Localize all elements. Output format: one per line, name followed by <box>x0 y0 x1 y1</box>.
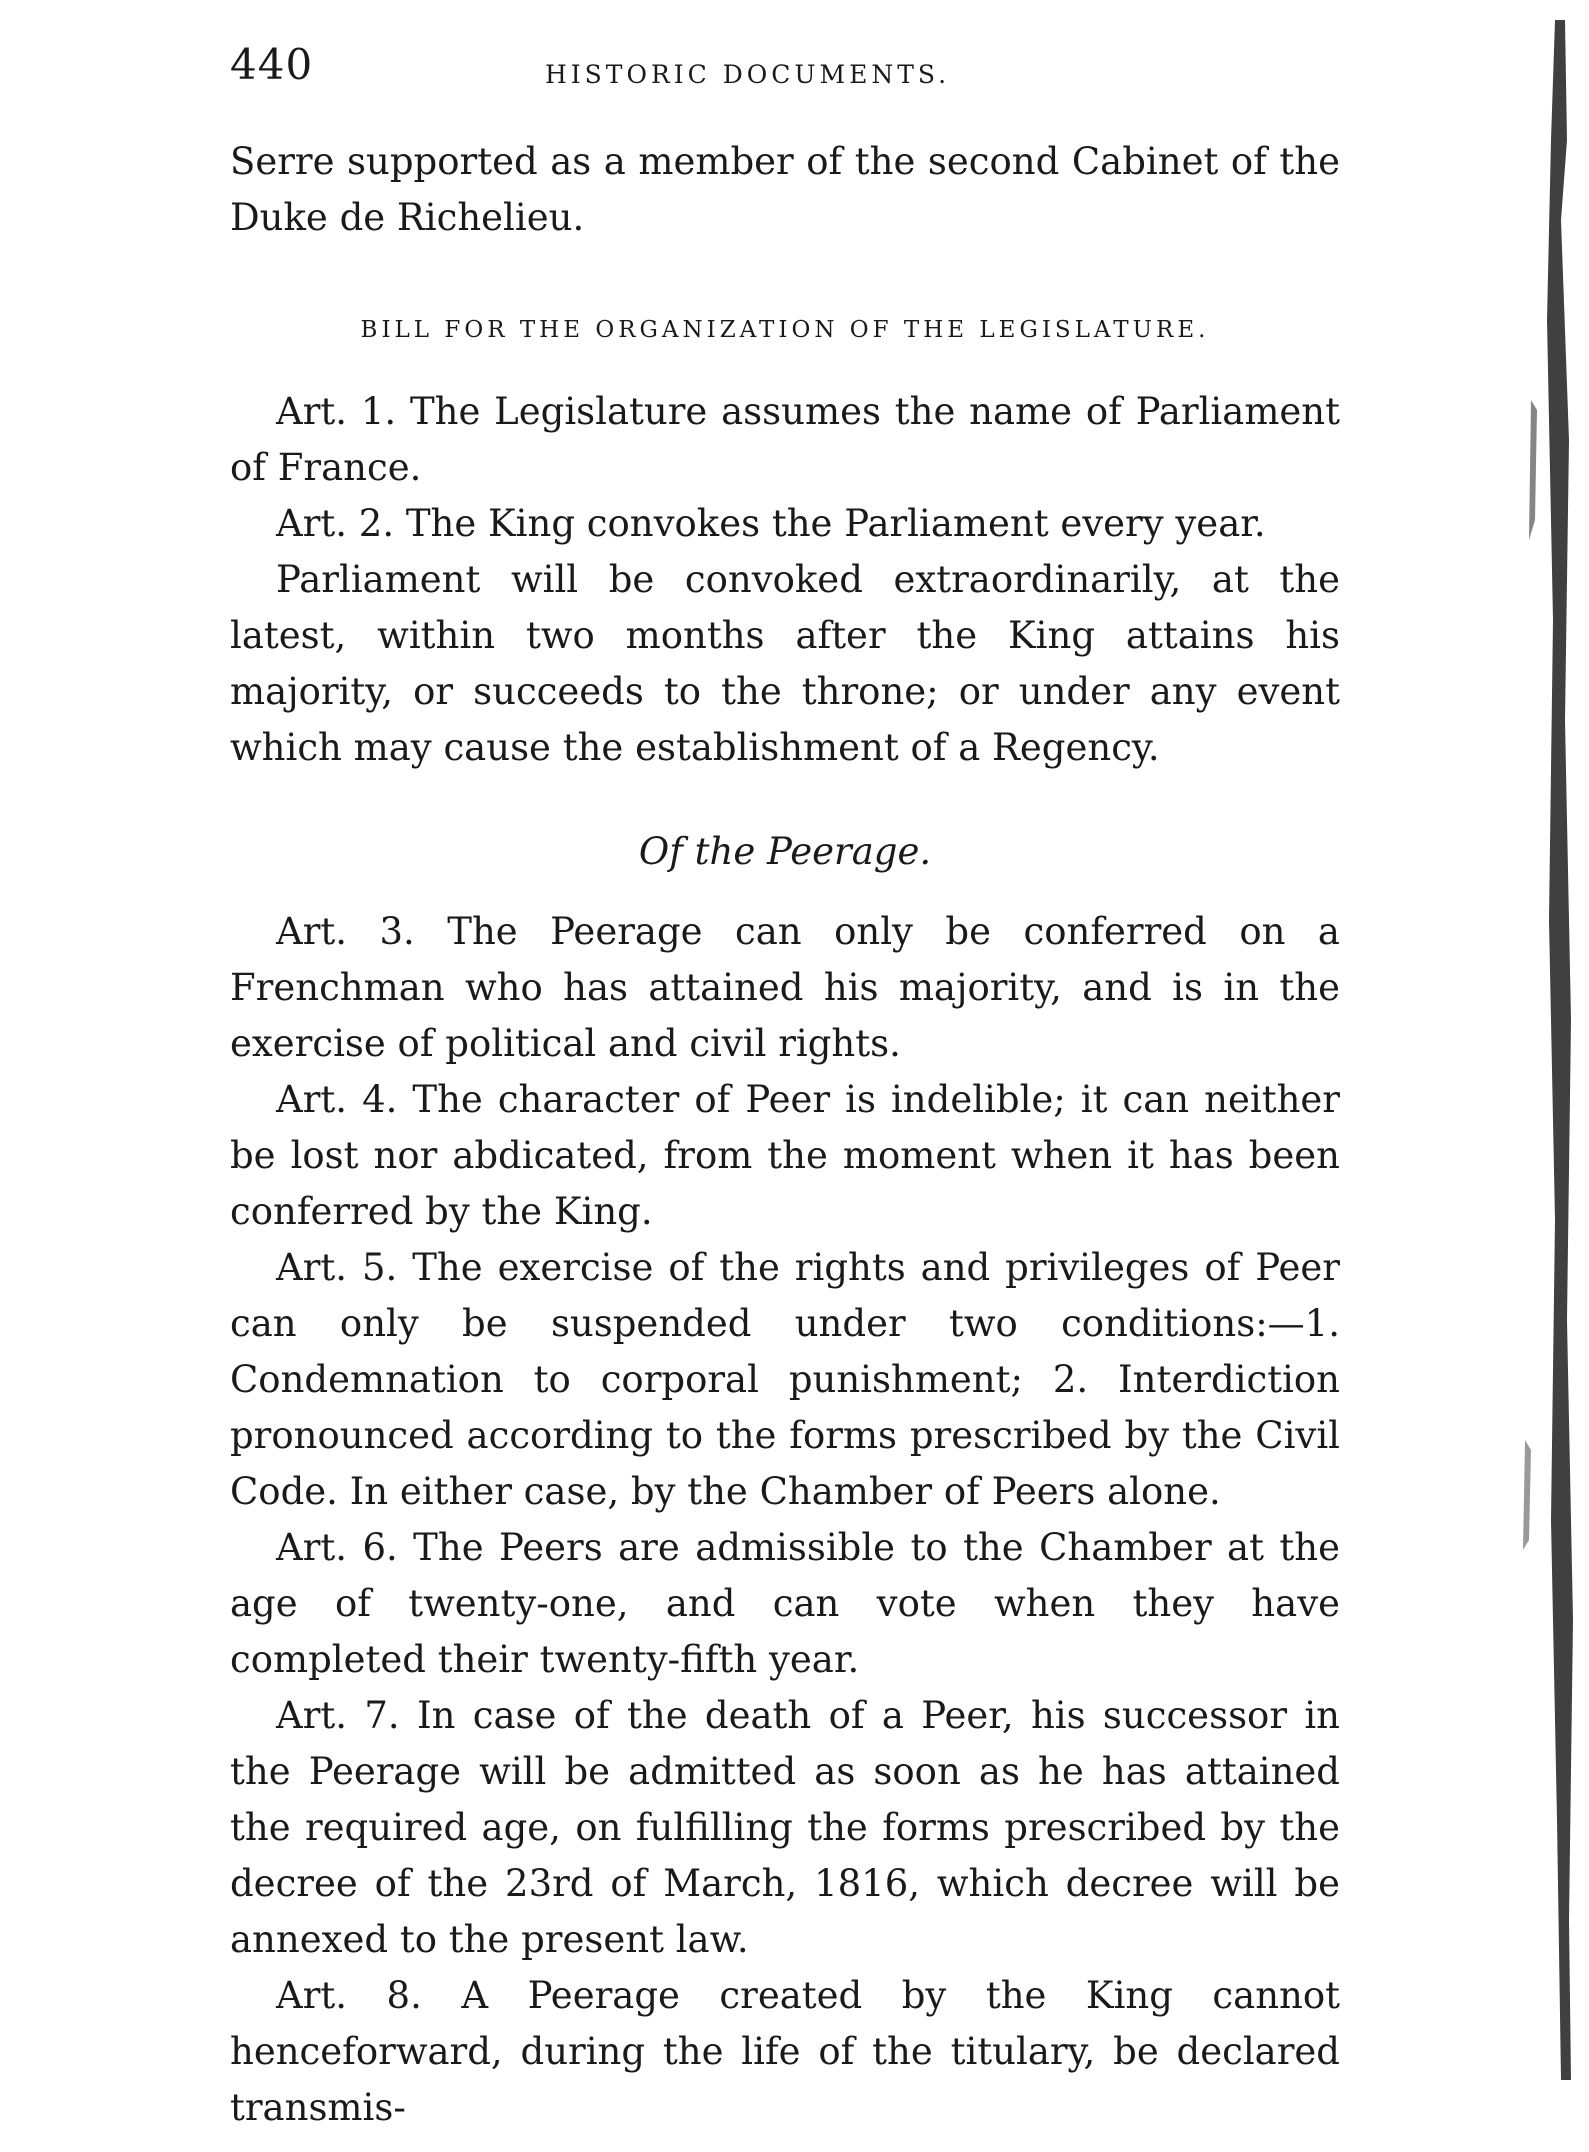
section-heading-peerage: Of the Peerage. <box>638 830 932 873</box>
page-header <box>230 40 1340 100</box>
body-text <box>230 134 1340 2136</box>
article-6: Art. 6. The Peers are admissible to the Chamber at the age of twenty-one, and can vote when they have completed their twenty-fifth year. <box>230 1526 1340 1681</box>
article-5: Art. 5. The exercise of the rights and privileges of Peer can only be suspended under two conditions:—1. Condemnation to corporal punishment; 2. Interdiction pronounced according to the forms prescribed by the Civil Code. In either case, by the Chamber of Peers alone. <box>230 1246 1340 1513</box>
bill-heading: BILL FOR THE ORGANIZATION OF THE LEGISLATURE. <box>360 317 1210 343</box>
article-2-continuation: Parliament will be convoked extraordinarily, at the latest, within two months after the King attains his majority, or succeeds to the throne; or under any event which may cause the establishment of a Regency. <box>230 558 1340 769</box>
running-head: HISTORIC DOCUMENTS. <box>545 60 951 89</box>
article-1: Art. 1. The Legislature assumes the name of Parliament of France. <box>230 390 1340 489</box>
page-edge-shadow <box>1521 20 1575 2080</box>
article-3: Art. 3. The Peerage can only be conferred on a Frenchman who has attained his majority, and is in the exercise of political and civil rights. <box>230 910 1340 1065</box>
article-8: Art. 8. A Peerage created by the King cannot henceforward, during the life of the titulary, be declared transmis- <box>230 1974 1340 2129</box>
page-number: 440 <box>230 40 314 89</box>
article-4: Art. 4. The character of Peer is indelible; it can neither be lost nor abdicated, from the moment when it has been conferred by the King. <box>230 1078 1340 1233</box>
article-2: Art. 2. The King convokes the Parliament every year. <box>276 502 1266 545</box>
article-7: Art. 7. In case of the death of a Peer, his successor in the Peerage will be admitted as soon as he has attained the required age, on fulfilling the forms prescribed by the decree of the 23rd of March, 1816, which decree will be annexed to the present law. <box>230 1694 1340 1961</box>
intro-paragraph: Serre supported as a member of the second Cabinet of the Duke de Richelieu. <box>230 140 1340 239</box>
